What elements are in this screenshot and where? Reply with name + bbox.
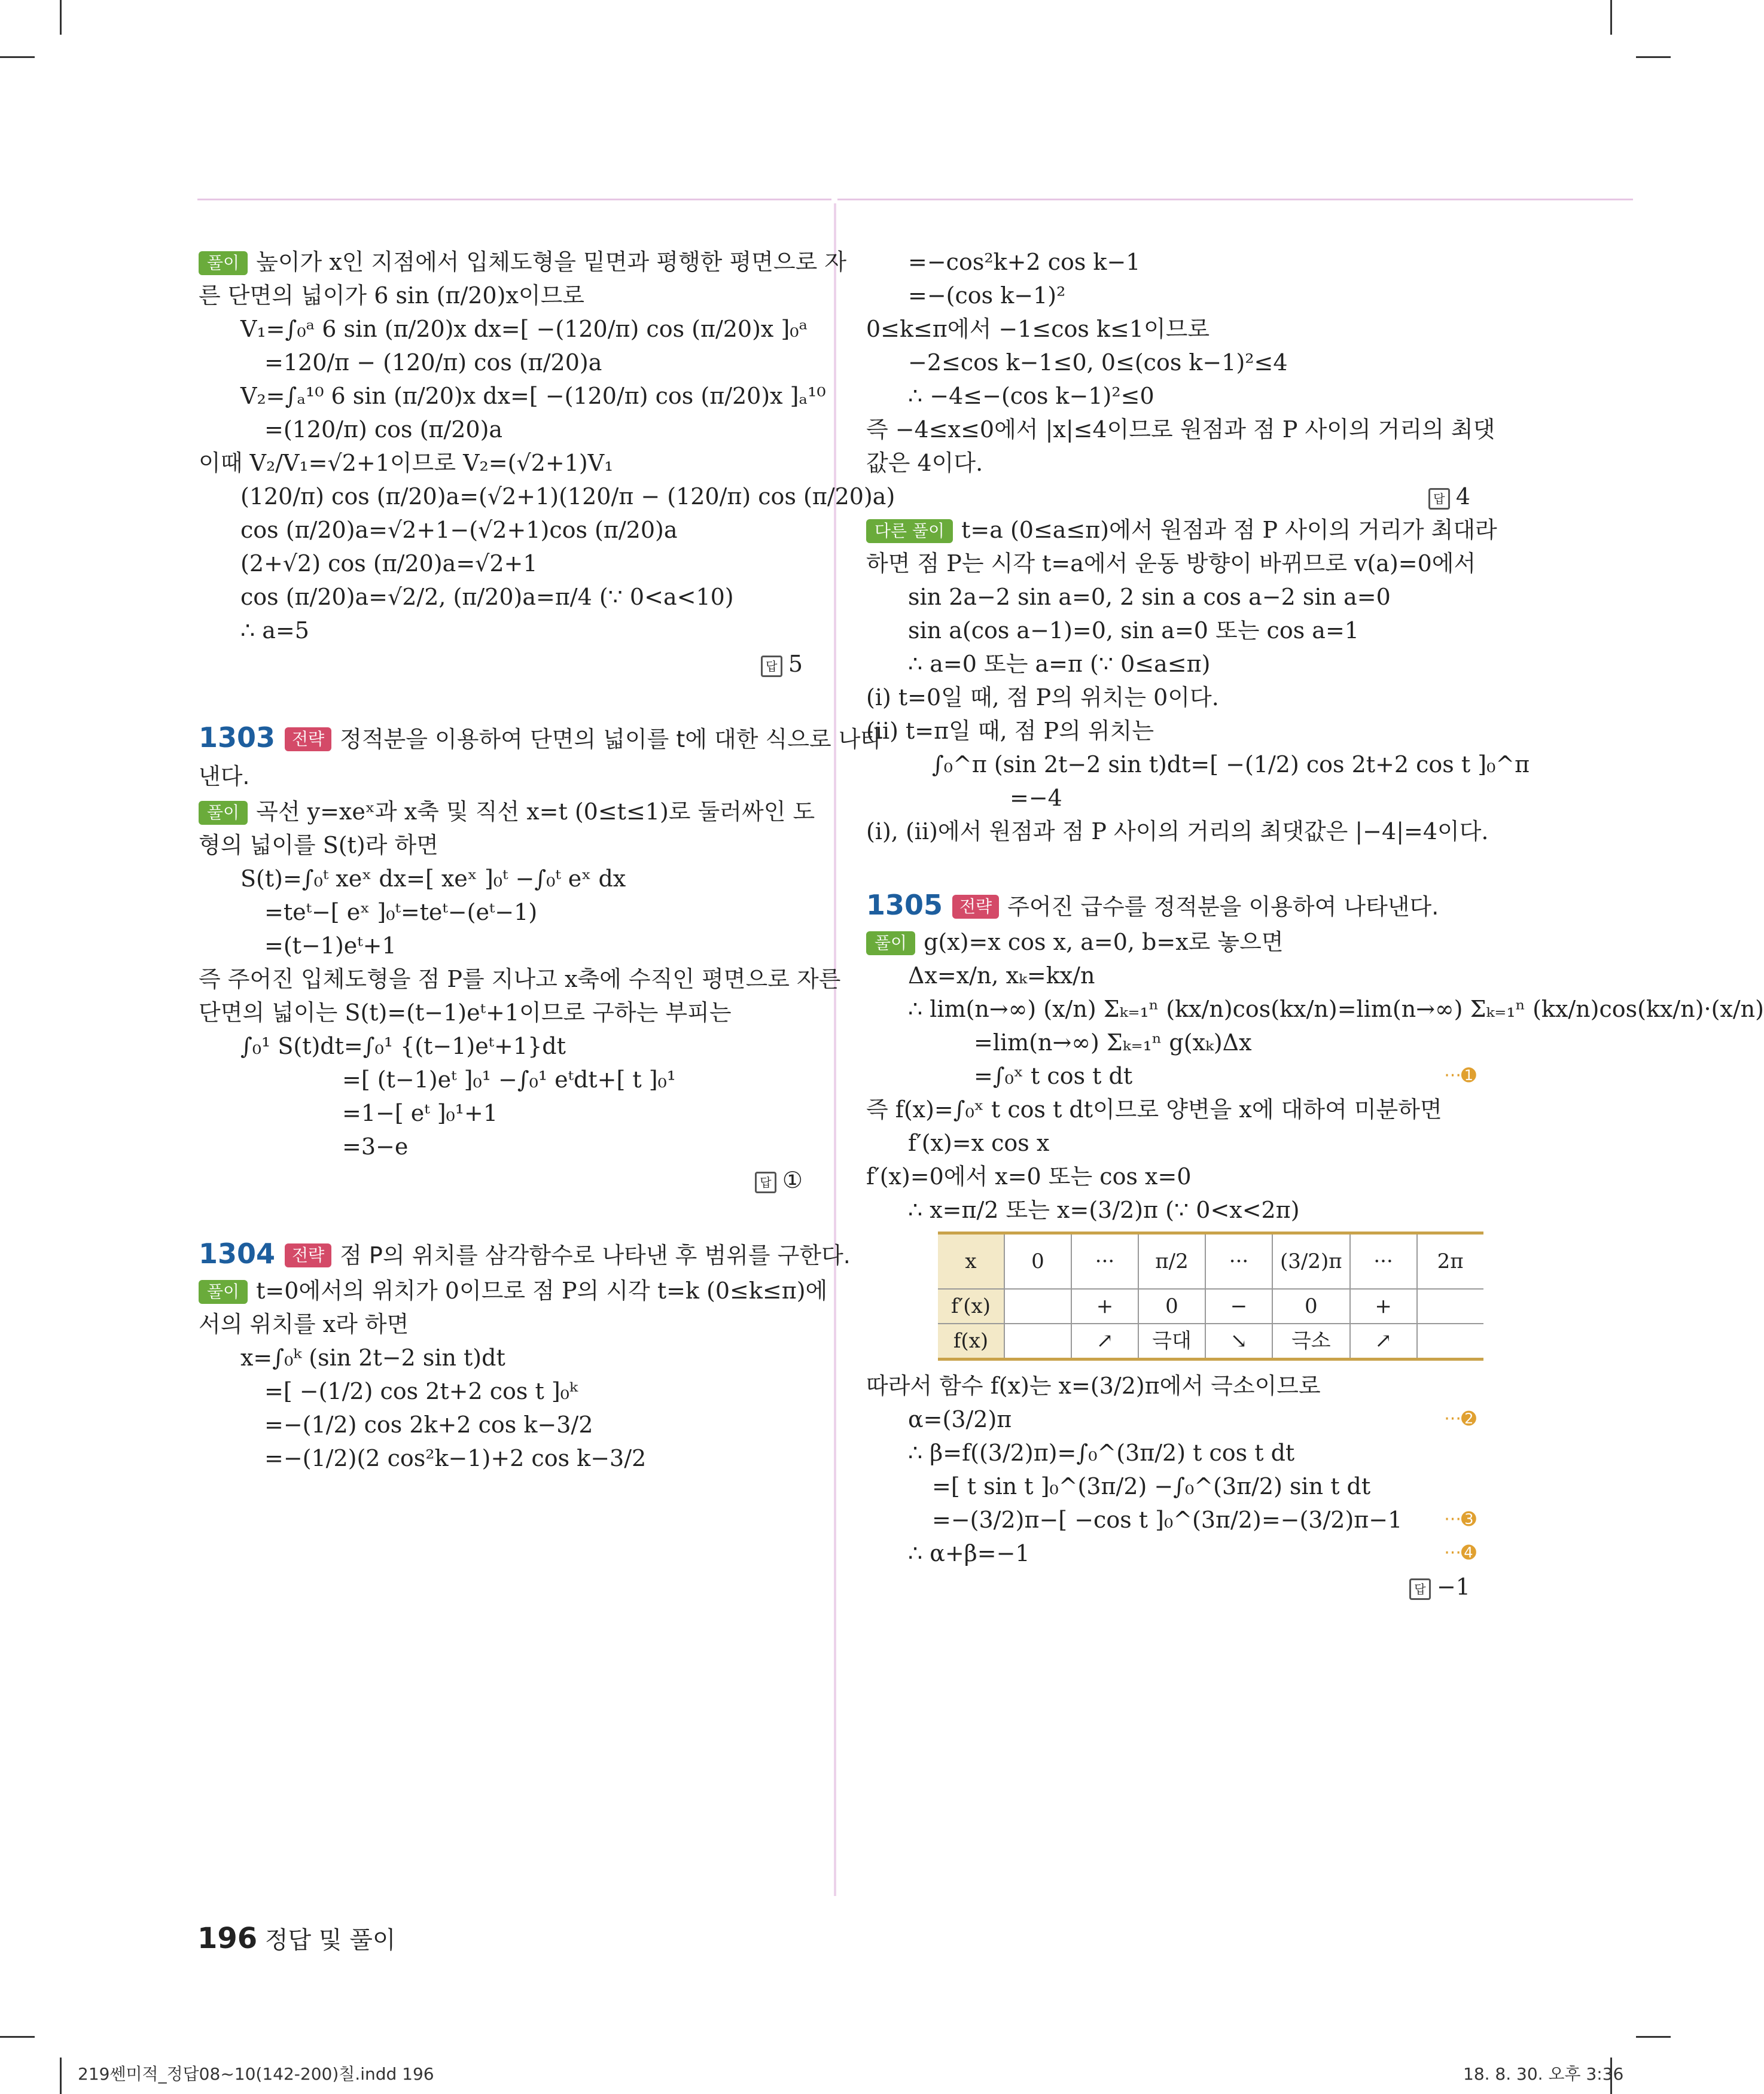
math-line — [199, 895, 809, 929]
table-cell: ↗ — [1071, 1324, 1138, 1360]
math-text: (ii) t=π일 때, 점 P의 위치는 — [866, 718, 1154, 744]
math-line — [866, 925, 1476, 959]
math-text: (i), (ii)에서 원점과 점 P 사이의 거리의 최댓값은 |−4|=4이다. — [866, 818, 1489, 845]
solution-1304 — [199, 1274, 828, 1475]
math-text: (120/π) cos (π/20)a=(√2+1)(120/π − (120/π) cos (π/20)a) — [240, 483, 895, 510]
math-line — [866, 1369, 1476, 1403]
math-line — [866, 513, 1497, 547]
math-line — [866, 1470, 1476, 1503]
math-text: 하면 점 P는 시각 t=a에서 운동 방향이 바뀌므로 v(a)=0에서 — [866, 550, 1476, 577]
math-text: =−(1/2) cos 2k+2 cos k−3/2 — [264, 1412, 593, 1438]
math-text: ∴ β=f((3/2)π)=∫₀^(3π/2) t cos t dt — [908, 1440, 1295, 1466]
math-line — [866, 1026, 1476, 1059]
math-text: =(t−1)eᵗ+1 — [264, 932, 397, 959]
math-line — [199, 1341, 809, 1374]
math-text: =[ −(1/2) cos 2t+2 cos t ]₀ᵏ — [264, 1378, 578, 1404]
math-text: =−(cos k−1)² — [908, 282, 1066, 309]
math-line — [866, 1436, 1476, 1470]
solution-badge: 풀이 — [199, 251, 248, 275]
math-text: ∴ a=0 또는 a=π (∵ 0≤a≤π) — [908, 651, 1211, 677]
math-line — [866, 480, 1476, 513]
solution-1305-cont — [866, 1369, 1476, 1604]
math-line — [199, 1274, 828, 1307]
crop-mark — [1636, 56, 1671, 58]
math-text: α=(3/2)π — [908, 1406, 1012, 1432]
left-column — [199, 245, 895, 1475]
answer-icon: 답 — [755, 1172, 776, 1193]
math-text: ∴ lim(n→∞) (x/n) Σₖ₌₁ⁿ (kx/n)cos(kx/n)=lim(n→∞) Σₖ₌₁ⁿ (kx/n)cos(kx/n)·(x/n) — [908, 996, 1764, 1022]
math-line — [199, 480, 895, 513]
math-line — [199, 547, 809, 580]
math-text: =[ (t−1)eᵗ ]₀¹ −∫₀¹ eᵗdt+[ t ]₀¹ — [342, 1066, 677, 1093]
table-cell: + — [1071, 1289, 1138, 1324]
math-line — [866, 1059, 1476, 1093]
table-cell: ↘ — [1205, 1324, 1272, 1360]
math-text: 값은 4이다. — [866, 450, 983, 476]
table-cell: f(x) — [938, 1324, 1004, 1360]
math-text: =lim(n→∞) Σₖ₌₁ⁿ g(xₖ)Δx — [974, 1029, 1252, 1056]
math-text: =∫₀ˣ t cos t dt — [974, 1063, 1133, 1089]
math-text: 단면의 넓이는 S(t)=(t−1)eᵗ+1이므로 구하는 부피는 — [199, 999, 732, 1026]
math-text: f′(x)=x cos x — [908, 1130, 1050, 1156]
math-text: 서의 위치를 x라 하면 — [199, 1311, 409, 1337]
math-line — [199, 1441, 809, 1475]
math-text: cos (π/20)a=√2+1−(√2+1)cos (π/20)a — [240, 517, 678, 543]
math-text: f′(x)=0에서 x=0 또는 cos x=0 — [866, 1163, 1192, 1190]
math-line — [866, 1570, 1476, 1604]
crop-mark — [0, 2036, 35, 2038]
answer-value: 4 — [1455, 483, 1470, 510]
math-text: 즉 −4≤x≤0에서 |x|≤4이므로 원점과 점 P 사이의 거리의 최댓 — [866, 416, 1495, 443]
header-rule-left — [197, 199, 831, 200]
print-slug-left: 219쎈미적_정답08~10(142-200)칠.indd 196 — [78, 2064, 434, 2084]
math-line — [866, 614, 1476, 647]
math-text: −2≤cos k−1≤0, 0≤(cos k−1)²≤4 — [908, 349, 1288, 376]
math-line — [199, 513, 809, 547]
table-row — [938, 1324, 1483, 1360]
math-text: =1−[ eᵗ ]₀¹+1 — [342, 1100, 498, 1126]
math-text: =teᵗ−[ eˣ ]₀ᵗ=teᵗ−(eᵗ−1) — [264, 899, 538, 925]
solution-badge: 다른 풀이 — [866, 519, 953, 543]
math-text: 높이가 x인 지점에서 입체도형을 밑면과 평행한 평면으로 자 — [256, 249, 847, 275]
math-text: 따라서 함수 f(x)는 x=(3/2)π에서 극소이므로 — [866, 1373, 1321, 1399]
math-line — [199, 1408, 809, 1441]
math-text: 곡선 y=xeˣ과 x축 및 직선 x=t (0≤t≤1)로 둘러싸인 도 — [256, 798, 815, 825]
math-text: =120/π − (120/π) cos (π/20)a — [264, 349, 602, 376]
table-cell: 극소 — [1272, 1324, 1350, 1360]
math-line — [866, 781, 1476, 815]
math-line — [199, 1063, 809, 1096]
math-line — [866, 245, 1476, 279]
crop-mark — [60, 0, 62, 35]
math-line — [199, 346, 809, 379]
math-line — [199, 962, 841, 996]
answer-value: 5 — [788, 651, 803, 677]
math-text: S(t)=∫₀ᵗ xeˣ dx=[ xeˣ ]₀ᵗ −∫₀ᵗ eˣ dx — [240, 865, 626, 892]
math-line — [866, 815, 1489, 848]
strategy-text-cont: 낸다. — [199, 763, 250, 790]
crop-mark — [1610, 0, 1612, 35]
strategy-text: 점 P의 위치를 삼각함수로 나타낸 후 범위를 구한다. — [340, 1242, 851, 1269]
math-line — [866, 312, 1476, 346]
math-line — [199, 1374, 809, 1408]
math-line — [199, 614, 809, 647]
math-text: (2+√2) cos (π/20)a=√2+1 — [240, 550, 538, 577]
math-line — [199, 828, 809, 862]
solution-1305 — [866, 925, 1764, 1227]
math-text: Δx=x/n, xₖ=kx/n — [908, 962, 1095, 989]
math-line — [199, 929, 809, 962]
right-column — [866, 245, 1764, 1604]
print-slug-right: 18. 8. 30. 오후 3:36 — [1463, 2064, 1624, 2084]
table-cell: 0 — [1138, 1289, 1205, 1324]
problem-1303-header — [199, 719, 883, 758]
math-line — [866, 1126, 1476, 1160]
math-text: =−(1/2)(2 cos²k−1)+2 cos k−3/2 — [264, 1445, 647, 1471]
table-cell: ↗ — [1350, 1324, 1417, 1360]
math-line — [199, 312, 809, 346]
math-line — [199, 862, 809, 895]
problem-1304-header — [199, 1235, 851, 1274]
page-label: 정답 및 풀이 — [264, 1927, 396, 1954]
math-line — [866, 446, 1476, 480]
math-line — [866, 647, 1476, 681]
strategy-badge: 전략 — [285, 727, 331, 751]
math-text: (i) t=0일 때, 점 P의 위치는 0이다. — [866, 684, 1219, 711]
step-marker: ···➍ — [1444, 1543, 1476, 1563]
table-cell — [1004, 1324, 1071, 1360]
strategy-badge: 전략 — [285, 1243, 331, 1267]
step-marker: ···➋ — [1444, 1409, 1476, 1429]
math-line — [866, 547, 1476, 580]
solution-badge: 풀이 — [199, 1280, 248, 1304]
table-row — [938, 1289, 1483, 1324]
header-rule-right — [837, 199, 1633, 200]
answer-icon: 답 — [761, 656, 782, 677]
problem-1305-header — [866, 886, 1476, 925]
math-line — [199, 1096, 809, 1130]
math-line — [199, 279, 809, 312]
table-cell: 극대 — [1138, 1324, 1205, 1360]
math-line — [866, 346, 1476, 379]
answer-value: −1 — [1436, 1574, 1470, 1600]
table-cell: π/2 — [1138, 1233, 1205, 1290]
table-cell: 0 — [1272, 1289, 1350, 1324]
solution-1303 — [199, 795, 841, 1197]
math-line — [866, 1160, 1476, 1193]
math-line — [866, 992, 1764, 1026]
math-text: =−cos²k+2 cos k−1 — [908, 249, 1141, 275]
column-divider — [834, 203, 836, 1896]
math-line — [866, 379, 1476, 413]
answer-icon: 답 — [1428, 488, 1450, 510]
math-line — [866, 1403, 1476, 1436]
math-text: =−4 — [1010, 785, 1062, 811]
math-text: x=∫₀ᵏ (sin 2t−2 sin t)dt — [240, 1345, 505, 1371]
problem-number: 1303 — [199, 721, 276, 754]
math-line — [866, 279, 1476, 312]
strategy-text: 주어진 급수를 정적분을 이용하여 나타낸다. — [1007, 894, 1439, 920]
table-cell: (3/2)π — [1272, 1233, 1350, 1290]
math-text: ∫₀¹ S(t)dt=∫₀¹ {(t−1)eᵗ+1}dt — [240, 1033, 566, 1059]
math-text: 이때 V₂/V₁=√2+1이므로 V₂=(√2+1)V₁ — [199, 450, 614, 476]
math-line — [199, 1130, 809, 1163]
math-text: V₂=∫ₐ¹⁰ 6 sin (π/20)x dx=[ −(120/π) cos (π/20)x ]ₐ¹⁰ — [240, 383, 826, 409]
math-text: 0≤k≤π에서 −1≤cos k≤1이므로 — [866, 316, 1210, 342]
math-text: 즉 주어진 입체도형을 점 P를 지나고 x축에 수직인 평면으로 자른 — [199, 966, 841, 992]
math-text: g(x)=x cos x, a=0, b=x로 놓으면 — [924, 929, 1284, 955]
table-cell — [1004, 1289, 1071, 1324]
page-number: 196 — [197, 1922, 258, 1955]
table-cell: x — [938, 1233, 1004, 1290]
math-line — [866, 714, 1476, 748]
math-text: sin 2a−2 sin a=0, 2 sin a cos a−2 sin a=0 — [908, 584, 1391, 610]
table-cell: 2π — [1417, 1233, 1483, 1290]
math-text: V₁=∫₀ᵃ 6 sin (π/20)x dx=[ −(120/π) cos (π/20)x ]₀ᵃ — [240, 316, 808, 342]
math-line — [199, 379, 826, 413]
math-line — [866, 1093, 1476, 1126]
math-text: ∴ −4≤−(cos k−1)²≤0 — [908, 383, 1154, 409]
table-row — [938, 1233, 1483, 1290]
math-line — [199, 446, 809, 480]
step-marker: ···➌ — [1444, 1509, 1476, 1530]
solution-1302 — [199, 245, 895, 681]
math-text: 형의 넓이를 S(t)라 하면 — [199, 832, 438, 858]
math-line — [199, 1029, 809, 1063]
strategy-text: 정적분을 이용하여 단면의 넓이를 t에 대한 식으로 나타 — [340, 726, 883, 752]
sign-table — [938, 1232, 1483, 1361]
math-text: =3−e — [342, 1133, 409, 1160]
math-text: sin a(cos a−1)=0, sin a=0 또는 cos a=1 — [908, 617, 1359, 644]
math-text: =[ t sin t ]₀^(3π/2) −∫₀^(3π/2) sin t dt — [932, 1473, 1371, 1499]
table-cell: ··· — [1350, 1233, 1417, 1290]
solution-1304-cont — [866, 245, 1530, 848]
math-line — [866, 580, 1476, 614]
table-cell: − — [1205, 1289, 1272, 1324]
crop-mark — [60, 2058, 62, 2094]
solution-badge: 풀이 — [199, 801, 248, 825]
table-cell — [1417, 1289, 1483, 1324]
table-cell: ··· — [1205, 1233, 1272, 1290]
page-footer — [197, 1921, 396, 1955]
math-line — [199, 580, 809, 614]
math-text: 즉 f(x)=∫₀ˣ t cos t dt이므로 양변을 x에 대하여 미분하면 — [866, 1096, 1442, 1123]
math-line — [866, 1193, 1476, 1227]
strategy-badge: 전략 — [952, 895, 999, 919]
table-cell: 0 — [1004, 1233, 1071, 1290]
math-text: ∴ x=π/2 또는 x=(3/2)π (∵ 0<x<2π) — [908, 1197, 1300, 1223]
math-line — [199, 1307, 809, 1341]
table-cell — [1417, 1324, 1483, 1360]
math-line — [199, 245, 847, 279]
math-text: t=0에서의 위치가 0이므로 점 P의 시각 t=k (0≤k≤π)에 — [256, 1278, 828, 1304]
math-text: t=a (0≤a≤π)에서 원점과 점 P 사이의 거리가 최대라 — [961, 517, 1497, 543]
math-line — [866, 1503, 1476, 1537]
math-line — [866, 748, 1530, 781]
math-text: ∫₀^π (sin 2t−2 sin t)dt=[ −(1/2) cos 2t+2 cos t ]₀^π — [932, 751, 1530, 778]
math-line — [199, 413, 809, 446]
crop-mark — [1636, 2036, 1671, 2038]
problem-number: 1304 — [199, 1237, 276, 1270]
answer-icon: 답 — [1409, 1578, 1431, 1600]
math-line — [199, 996, 809, 1029]
math-text: ∴ α+β=−1 — [908, 1540, 1030, 1566]
answer-value: ① — [782, 1167, 803, 1193]
step-marker: ···➊ — [1444, 1065, 1476, 1086]
math-text: 른 단면의 넓이가 6 sin (π/20)x이므로 — [199, 282, 584, 309]
math-line — [866, 959, 1476, 992]
math-line — [866, 681, 1476, 714]
math-line — [199, 795, 815, 828]
table-cell: f′(x) — [938, 1289, 1004, 1324]
math-text: =(120/π) cos (π/20)a — [264, 416, 503, 443]
crop-mark — [0, 56, 35, 58]
problem-number: 1305 — [866, 889, 943, 921]
solution-badge: 풀이 — [866, 931, 915, 955]
math-line — [866, 413, 1495, 446]
table-cell: ··· — [1071, 1233, 1138, 1290]
math-text: cos (π/20)a=√2/2, (π/20)a=π/4 (∵ 0<a<10) — [240, 584, 734, 610]
math-text: ∴ a=5 — [240, 617, 309, 644]
math-text: =−(3/2)π−[ −cos t ]₀^(3π/2)=−(3/2)π−1 — [932, 1507, 1403, 1533]
table-cell: + — [1350, 1289, 1417, 1324]
math-line — [866, 1537, 1476, 1570]
